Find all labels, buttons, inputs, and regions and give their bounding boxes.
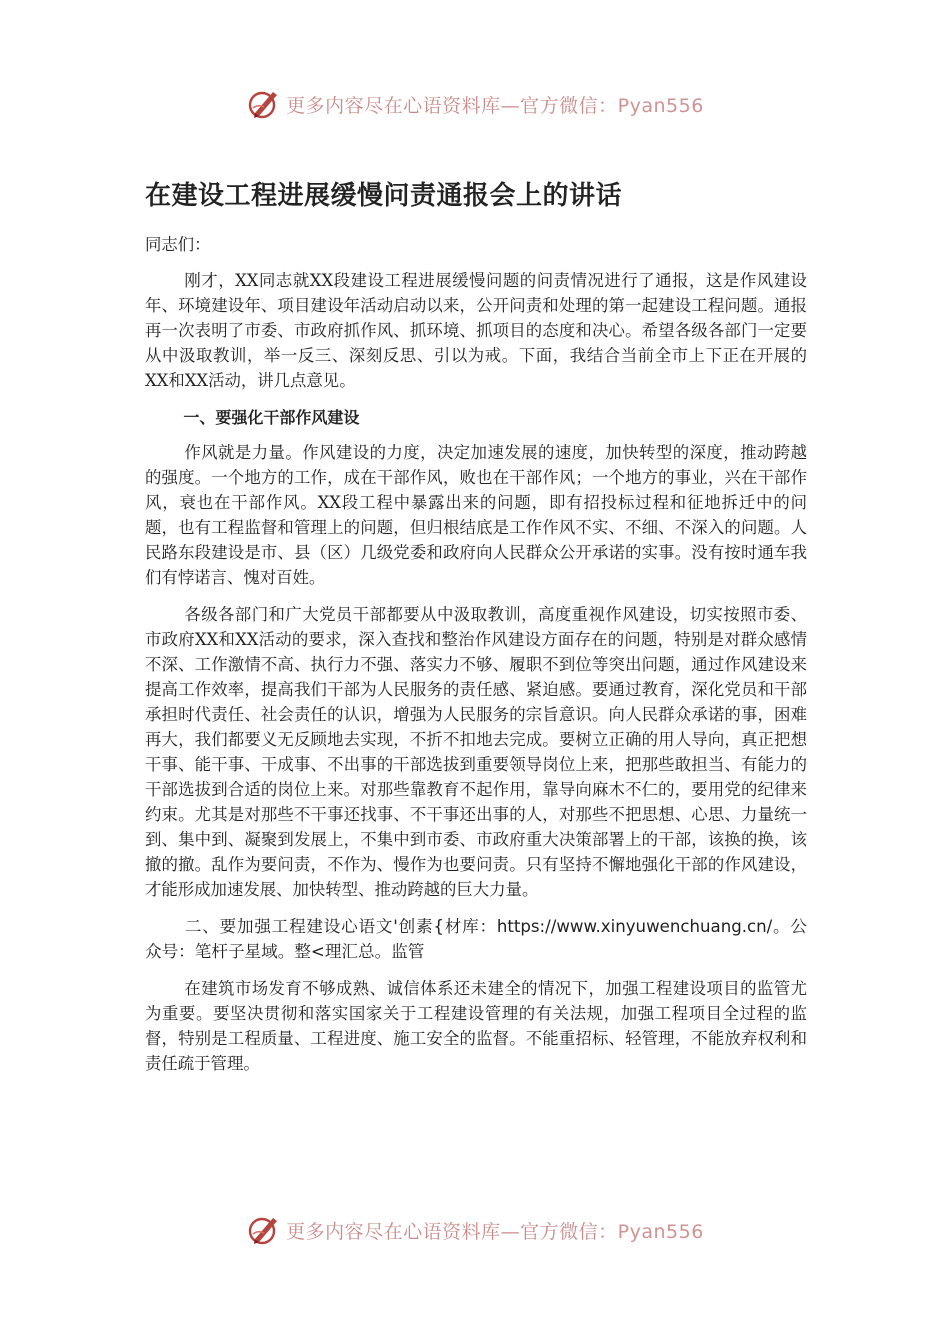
paragraph-intro: 刚才，XX同志就XX段建设工程进展缓慢问题的问责情况进行了通报，这是作风建设年、环境建设年、项目建设年活动启动以来，公开问责和处理的第一起建设工程问题。通报再一次表明了市委、市政府抓作风、抓环境、抓项目的态度和决心。希望各级各部门一定要从中汲取教训，举一反三、深刻反思、引以为戒。下面，我结合当前全市上下正在开展的XX和XX活动，讲几点意见。	[145, 271, 807, 390]
header-banner	[0, 84, 950, 124]
paragraph-supervision: 在建筑市场发育不够成熟、诚信体系还未建全的情况下，加强工程建设项目的监管尤为重要。要坚决贯彻和落实国家关于工程建设管理的有关法规，加强工程项目全过程的监督，特别是工程质量、工程进度、施工安全的监督。不能重招标、轻管理，不能放弃权利和责任疏于管理。	[145, 979, 807, 1073]
pen-logo-icon	[246, 1212, 282, 1248]
wechat-id: Pyan556	[617, 1220, 704, 1243]
banner-text: 更多内容尽在心语资料库—官方微信：Pyan556	[286, 94, 704, 117]
pen-logo-icon	[246, 86, 282, 122]
document-title: 在建设工程进展缓慢问责通报会上的讲话	[145, 181, 623, 211]
banner-text: 更多内容尽在心语资料库—官方微信：Pyan556	[286, 1220, 704, 1243]
footer-banner	[0, 1210, 950, 1250]
paragraph-style-power: 作风就是力量。作风建设的力度，决定加速发展的速度，加快转型的深度，推动跨越的强度。一个地方的工作，成在干部作风，败也在干部作风；一个地方的事业，兴在干部作风，衰也在干部作风。XX段工程中暴露出来的问题，即有招投标过程和征地拆迁中的问题，也有工程监督和管理上的问题，但归根结底是工作作风不实、不细、不深入的问题。人民路东段建设是市、县（区）几级党委和政府向人民群众公开承诺的实事。没有按时通车我们有悖诺言、愧对百姓。	[145, 443, 807, 587]
section-heading-1: 一、要强化干部作风建设	[183, 408, 360, 427]
section-heading-2: 二、要加强工程建设心语文'创素{材库：https://www.xinyuwenchuang.cn/。公众号：笔杆子星域。整<理汇总。监管	[145, 917, 807, 961]
paragraph-lessons: 各级各部门和广大党员干部都要从中汲取教训，高度重视作风建设，切实按照市委、市政府XX和XX活动的要求，深入查找和整治作风建设方面存在的问题，特别是对群众感情不深、工作激情不高、执行力不强、落实力不够、履职不到位等突出问题，通过作风建设来提高工作效率，提高我们干部为人民服务的责任感、紧迫感。要通过教育，深化党员和干部承担时代责任、社会责任的认识，增强为人民服务的宗旨意识。向人民群众承诺的事，困难再大，我们都要义无反顾地去实现，不折不扣地去完成。要树立正确的用人导向，真正把想干事、能干事、干成事、不出事的干部选拔到重要领导岗位上来，把那些敢担当、有能力的干部选拔到合适的岗位上来。对那些靠教育不起作用，靠导向麻木不仁的，要用党的纪律来约束。尤其是对那些不干事还找事、不干事还出事的人，对那些不把思想、心思、力量统一到、集中到、凝聚到发展上，不集中到市委、市政府重大决策部署上的干部，该换的换，该撤的撤。乱作为要问责，不作为、慢作为也要问责。只有坚持不懈地强化干部的作风建设，才能形成加速发展、加快转型、推动跨越的巨大力量。	[145, 605, 807, 899]
document-body	[145, 232, 807, 1088]
wechat-id: Pyan556	[617, 94, 704, 117]
salutation: 同志们：	[145, 235, 211, 254]
